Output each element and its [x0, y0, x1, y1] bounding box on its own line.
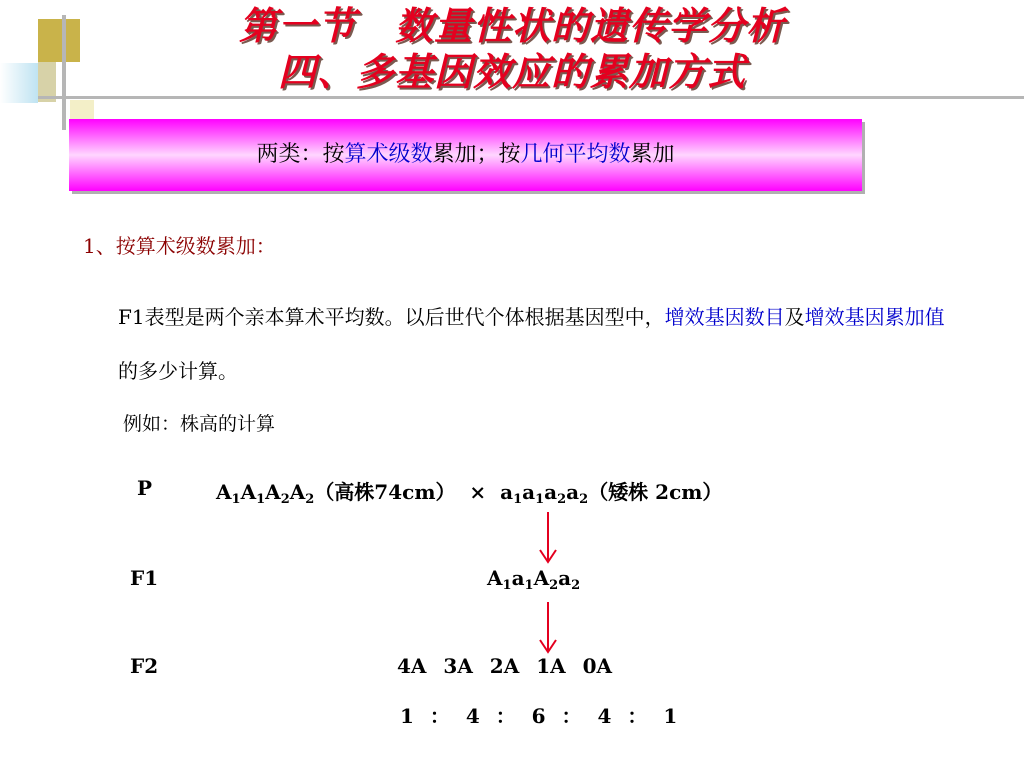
banner-suffix: 累加 — [630, 142, 675, 167]
paragraph-term2: 增效基因累加值 — [804, 305, 945, 329]
slide-title-line1: 第一节 数量性状的遗传学分析 — [238, 4, 785, 48]
banner-prefix: 两类：按 — [256, 142, 345, 167]
banner-geometric: 几何平均数 — [520, 142, 631, 167]
banner-arithmetic: 算术级数 — [344, 142, 433, 167]
paragraph-part1: F1表型是两个亲本算术平均数。以后世代个体根据基因型中， — [118, 305, 665, 329]
tall-genotype: $A_1A_1A_2A_2$ — [216, 480, 315, 507]
body-paragraph — [118, 290, 963, 398]
parent-cross — [216, 476, 722, 505]
example-label: 例如：株高的计算 — [123, 413, 276, 435]
arrow-down-icon — [536, 602, 560, 654]
banner-mid: 累加；按 — [432, 142, 521, 167]
tall-description: （高株74cm） — [314, 480, 456, 504]
paragraph-part2: 及 — [784, 305, 805, 329]
arrow-down-icon — [536, 512, 560, 564]
decor-horizontal-line — [38, 96, 1024, 99]
section-heading: 1、按算术级数累加： — [83, 234, 276, 258]
short-description: （矮株 2cm） — [588, 480, 723, 504]
paragraph-part3: 的多少计算。 — [118, 359, 238, 383]
f2-generation-label: F2 — [130, 654, 159, 678]
paragraph-term1: 增效基因数目 — [664, 305, 785, 329]
f1-generation-label: F1 — [130, 566, 159, 590]
cross-symbol: × — [469, 480, 487, 504]
f1-genotype: $A_1a_1A_2a_2$ — [487, 566, 581, 593]
parent-generation-label: P — [137, 476, 153, 500]
short-genotype: $a_1a_1a_2a_2$ — [500, 480, 589, 507]
slide-title-line2: 四、多基因效应的累加方式 — [277, 50, 746, 94]
f2-classes: 4A 3A 2A 1A 0A — [397, 654, 613, 678]
f2-ratio: 1 ： 4 ： 6 ： 4 ： 1 — [400, 704, 678, 728]
summary-banner — [69, 119, 862, 191]
